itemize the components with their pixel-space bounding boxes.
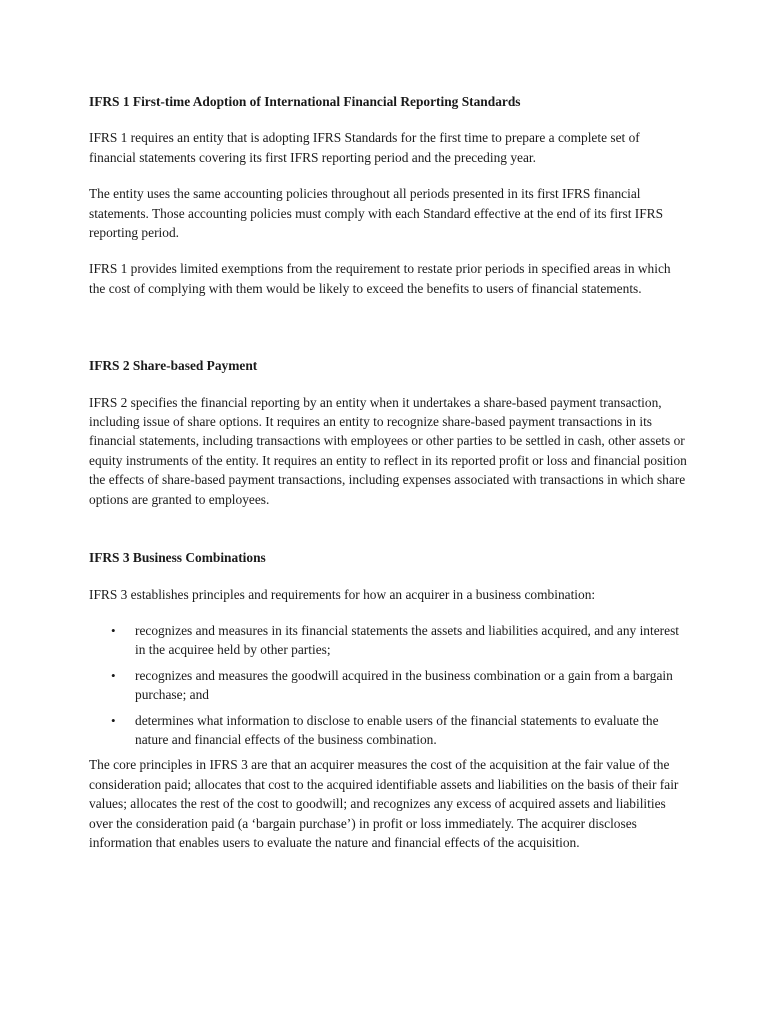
list-item bbox=[89, 621, 689, 660]
list-item bbox=[89, 711, 689, 750]
ifrs3-intro: IFRS 3 establishes principles and requirements for how an acquirer in a business combination: bbox=[89, 586, 596, 602]
bullet-text: recognizes and measures the goodwill acquired in the business combination or a gain from a bargain purchase; and bbox=[135, 667, 673, 703]
ifrs1-heading: IFRS 1 First-time Adoption of International Financial Reporting Standards bbox=[89, 94, 521, 109]
ifrs2-paragraph-1: IFRS 2 specifies the financial reporting by an entity when it undertakes a share-based payment transaction, including issue of share options. It requires an entity to recognize share-based payment transactions in its financial statements, including transactions with employees or other parties to be settled in cash, other assets or equity instruments of the entity. It requires an entity to reflect in its reported profit or loss and financial position the effects of share-based payment transactions, including expenses associated with transactions in which share options are granted to employees. bbox=[89, 394, 687, 507]
ifrs3-core-principles: The core principles in IFRS 3 are that an acquirer measures the cost of the acquisition at the fair value of the consideration paid; allocates that cost to the acquired identifiable assets and liabilities on the basis of their fair values; allocates the rest of the cost to goodwill; and recognizes any excess of acquired assets and liabilities over the consideration paid (a ‘bargain purchase’) in profit or loss immediately. The acquirer discloses information that enables users to evaluate the nature and financial effects of the acquisition. bbox=[89, 757, 679, 850]
list-item bbox=[89, 666, 689, 705]
document-page bbox=[89, 92, 689, 852]
bullet-icon: • bbox=[111, 667, 116, 683]
section-spacer bbox=[89, 526, 689, 548]
ifrs3-heading: IFRS 3 Business Combinations bbox=[89, 550, 266, 566]
bullet-icon: • bbox=[111, 712, 116, 728]
ifrs2-heading: IFRS 2 Share-based Payment bbox=[89, 358, 258, 374]
bullet-text: recognizes and measures in its financial statements the assets and liabilities acquired, and any interest in the acquiree held by other parties; bbox=[135, 622, 680, 658]
ifrs1-paragraph-1: IFRS 1 requires an entity that is adopting IFRS Standards for the first time to prepare a complete set of financial statements covering its first IFRS reporting period and the preceding year. bbox=[89, 130, 640, 165]
ifrs3-bullet-list bbox=[89, 621, 689, 749]
bullet-text: determines what information to disclose to enable users of the financial statements to evaluate the nature and financial effects of the business combination. bbox=[135, 712, 659, 747]
section-spacer bbox=[89, 315, 689, 356]
ifrs1-paragraph-2: The entity uses the same accounting policies throughout all periods presented in its first IFRS financial statements. Those accounting policies must comply with each Standard effective at the end of its first IFRS reporting period. bbox=[89, 186, 664, 241]
bullet-icon: • bbox=[111, 622, 116, 638]
ifrs1-paragraph-3: IFRS 1 provides limited exemptions from the requirement to restate prior periods in specified areas in which the cost of complying with them would be likely to exceed the benefits to users of financial statements. bbox=[89, 261, 671, 296]
